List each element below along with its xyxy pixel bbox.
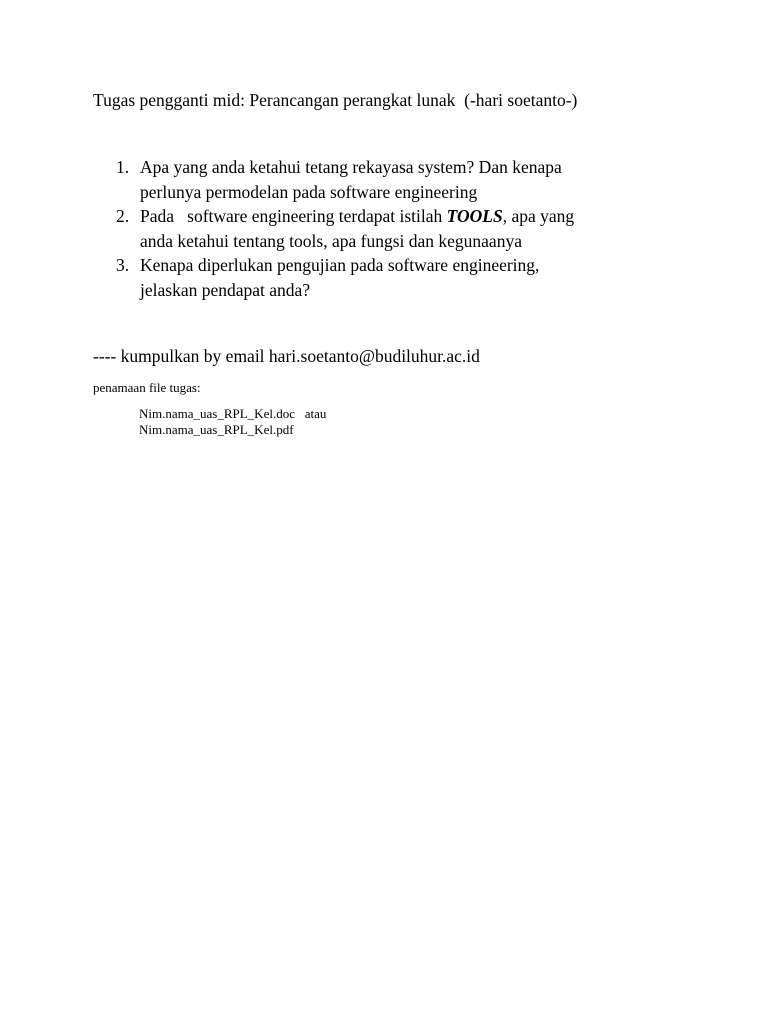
question-number: 2. [116, 206, 130, 226]
file-naming-label: penamaan file tugas: [93, 380, 201, 395]
question-text-line: jelaskan pendapat anda? [140, 279, 311, 300]
file-name-list [139, 406, 326, 438]
question-text-line: Apa yang anda ketahui tetang rekayasa system? Dan kenapa [140, 157, 562, 177]
question-list [0, 155, 680, 302]
question-number: 1. [116, 157, 130, 177]
question-text-line [140, 204, 680, 229]
file-name-option: Nim.nama_uas_RPL_Kel.pdf [139, 422, 294, 437]
question-item [0, 204, 680, 253]
question-text-line: anda ketahui tentang tools, apa fungsi dan kegunaanya [140, 230, 522, 251]
question-text-segment: Pada software engineering terdapat istilah [140, 206, 447, 226]
emphasized-term: TOOLS [446, 206, 503, 226]
question-text-segment: , apa yang [502, 206, 575, 226]
question-item [0, 253, 680, 302]
document-title: Tugas pengganti mid: Perancangan perangkat lunak (-hari soetanto-) [93, 90, 578, 110]
submission-instruction: ---- kumpulkan by email hari.soetanto@budiluhur.ac.id [93, 346, 480, 366]
question-text-line: perlunya permodelan pada software engineering [140, 181, 478, 202]
file-name-option: Nim.nama_uas_RPL_Kel.doc atau [139, 406, 327, 421]
question-number: 3. [116, 255, 130, 275]
question-item [0, 155, 680, 204]
question-text-line: Kenapa diperlukan pengujian pada software engineering, [140, 255, 540, 275]
